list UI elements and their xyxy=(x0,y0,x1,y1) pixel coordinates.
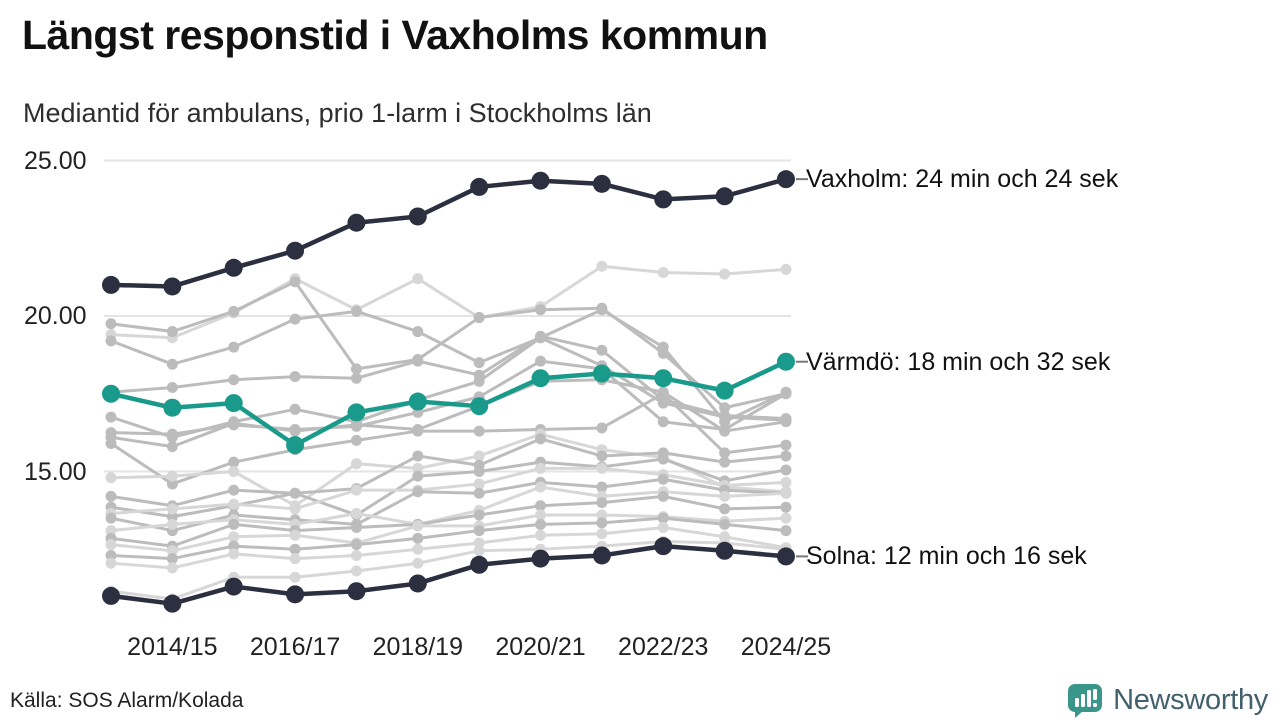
data-point-municipality-5 xyxy=(535,356,546,367)
data-point-municipality-3 xyxy=(167,382,178,393)
series-annotation-varmdo: Värmdö: 18 min och 32 sek xyxy=(806,347,1111,376)
data-point-municipality-6 xyxy=(167,441,178,452)
data-point-municipality-9 xyxy=(780,450,791,461)
data-point-municipality-12 xyxy=(474,488,485,499)
y-axis-tick-label: 25.00 xyxy=(24,146,87,175)
data-point-municipality-8 xyxy=(106,472,117,483)
data-point-municipality-8 xyxy=(167,471,178,482)
data-point-municipality-13 xyxy=(780,488,791,499)
data-point-municipality-17 xyxy=(412,544,423,555)
data-point-vaxholm xyxy=(470,178,488,196)
data-point-municipality-7 xyxy=(412,426,423,437)
y-axis-tick-label: 15.00 xyxy=(24,457,87,486)
data-point-municipality-11 xyxy=(780,477,791,488)
data-point-municipality-18 xyxy=(474,545,485,556)
data-point-municipality-3 xyxy=(228,374,239,385)
x-axis-tick-label: 2018/19 xyxy=(372,633,463,661)
data-point-municipality-4 xyxy=(719,412,730,423)
newsworthy-logo xyxy=(1066,681,1268,719)
data-point-municipality-7 xyxy=(474,426,485,437)
data-point-varmdo xyxy=(163,399,181,417)
newsworthy-icon xyxy=(1066,681,1104,719)
data-point-varmdo xyxy=(409,393,427,411)
data-point-municipality-10 xyxy=(780,464,791,475)
data-point-solna xyxy=(286,585,304,603)
data-point-municipality-9 xyxy=(596,450,607,461)
data-point-municipality-8 xyxy=(351,458,362,469)
data-point-vaxholm xyxy=(102,276,120,294)
data-point-municipality-11 xyxy=(535,463,546,474)
data-point-solna xyxy=(347,582,365,600)
data-point-municipality-14 xyxy=(228,519,239,530)
data-point-vaxholm xyxy=(225,259,243,277)
data-point-municipality-13 xyxy=(719,491,730,502)
data-point-municipality-14 xyxy=(780,502,791,513)
data-point-solna xyxy=(532,550,550,568)
data-point-municipality-8 xyxy=(228,466,239,477)
data-point-varmdo xyxy=(225,394,243,412)
data-point-municipality-14 xyxy=(596,497,607,508)
data-point-municipality-16 xyxy=(719,519,730,530)
data-point-municipality-1 xyxy=(474,312,485,323)
data-point-municipality-5 xyxy=(780,388,791,399)
data-point-municipality-2 xyxy=(228,342,239,353)
data-point-municipality-4 xyxy=(290,404,301,415)
data-point-solna xyxy=(163,595,181,613)
data-point-municipality-6 xyxy=(228,418,239,429)
data-point-municipality-12 xyxy=(658,474,669,485)
data-point-municipality-18 xyxy=(290,572,301,583)
series-line-municipality-0 xyxy=(111,266,786,338)
data-point-municipality-9 xyxy=(412,450,423,461)
data-point-municipality-2 xyxy=(658,342,669,353)
data-point-municipality-17 xyxy=(290,553,301,564)
data-point-municipality-1 xyxy=(228,306,239,317)
data-point-vaxholm xyxy=(163,277,181,295)
data-point-municipality-18 xyxy=(412,558,423,569)
data-point-municipality-14 xyxy=(719,503,730,514)
data-point-solna xyxy=(593,546,611,564)
data-point-municipality-11 xyxy=(351,485,362,496)
data-point-municipality-3 xyxy=(351,373,362,384)
data-point-varmdo xyxy=(470,397,488,415)
data-point-municipality-13 xyxy=(167,519,178,530)
data-point-vaxholm xyxy=(286,242,304,260)
series-line-municipality-1 xyxy=(111,282,786,408)
data-point-municipality-15 xyxy=(412,520,423,531)
data-point-municipality-11 xyxy=(290,503,301,514)
y-axis-tick-label: 20.00 xyxy=(24,302,87,330)
data-point-municipality-7 xyxy=(596,422,607,433)
x-axis-tick-label: 2014/15 xyxy=(127,633,218,661)
data-point-vaxholm xyxy=(532,172,550,190)
x-axis-tick-label: 2024/25 xyxy=(740,633,832,661)
data-point-municipality-17 xyxy=(351,550,362,561)
data-point-municipality-4 xyxy=(535,332,546,343)
data-point-municipality-16 xyxy=(351,539,362,550)
data-point-varmdo xyxy=(286,436,304,454)
data-point-municipality-6 xyxy=(719,426,730,437)
data-point-municipality-2 xyxy=(474,357,485,368)
data-point-solna xyxy=(225,578,243,596)
data-point-municipality-10 xyxy=(290,488,301,499)
data-point-municipality-4 xyxy=(474,376,485,387)
data-point-municipality-10 xyxy=(658,454,669,465)
newsworthy-wordmark: Newsworthy xyxy=(1113,683,1268,716)
data-point-municipality-2 xyxy=(596,304,607,315)
data-point-municipality-1 xyxy=(106,318,117,329)
data-point-municipality-6 xyxy=(290,426,301,437)
data-point-municipality-0 xyxy=(780,264,791,275)
data-point-municipality-7 xyxy=(780,440,791,451)
data-point-solna xyxy=(409,574,427,592)
data-point-municipality-17 xyxy=(167,562,178,573)
data-point-municipality-0 xyxy=(412,273,423,284)
data-point-municipality-6 xyxy=(780,416,791,427)
data-point-municipality-3 xyxy=(290,371,301,382)
data-point-municipality-11 xyxy=(228,499,239,510)
series-annotation-vaxholm: Vaxholm: 24 min och 24 sek xyxy=(806,165,1119,194)
data-point-municipality-5 xyxy=(658,416,669,427)
data-point-municipality-2 xyxy=(412,326,423,337)
data-point-solna xyxy=(470,556,488,574)
data-point-municipality-9 xyxy=(106,491,117,502)
data-point-municipality-15 xyxy=(780,513,791,524)
data-point-municipality-17 xyxy=(658,522,669,533)
series-line-solna xyxy=(111,546,786,604)
data-point-municipality-1 xyxy=(290,276,301,287)
data-point-municipality-9 xyxy=(228,485,239,496)
data-point-varmdo xyxy=(777,353,795,371)
data-point-municipality-0 xyxy=(658,267,669,278)
data-point-municipality-2 xyxy=(106,335,117,346)
data-point-municipality-10 xyxy=(412,471,423,482)
data-point-municipality-12 xyxy=(106,513,117,524)
data-point-solna xyxy=(654,537,672,555)
data-point-municipality-4 xyxy=(106,412,117,423)
data-point-vaxholm xyxy=(593,175,611,193)
data-point-varmdo xyxy=(593,365,611,383)
data-point-municipality-13 xyxy=(535,482,546,493)
data-point-municipality-0 xyxy=(719,269,730,280)
data-point-municipality-7 xyxy=(106,438,117,449)
data-point-municipality-15 xyxy=(106,539,117,550)
data-point-municipality-17 xyxy=(228,548,239,559)
data-point-municipality-2 xyxy=(351,306,362,317)
data-point-municipality-5 xyxy=(167,429,178,440)
data-point-municipality-14 xyxy=(658,491,669,502)
data-point-municipality-7 xyxy=(658,388,669,399)
series-line-municipality-16 xyxy=(111,518,786,558)
data-point-varmdo xyxy=(654,369,672,387)
data-point-varmdo xyxy=(716,382,734,400)
data-point-vaxholm xyxy=(716,187,734,205)
data-point-municipality-17 xyxy=(106,558,117,569)
data-point-municipality-9 xyxy=(535,433,546,444)
series-annotation-solna: Solna: 12 min och 16 sek xyxy=(806,542,1087,571)
data-point-municipality-11 xyxy=(596,463,607,474)
data-point-varmdo xyxy=(347,403,365,421)
data-point-varmdo xyxy=(532,369,550,387)
data-point-municipality-14 xyxy=(351,522,362,533)
data-point-municipality-16 xyxy=(535,519,546,530)
series-line-vaxholm xyxy=(111,179,786,286)
data-point-municipality-9 xyxy=(719,457,730,468)
data-point-municipality-15 xyxy=(290,530,301,541)
data-point-vaxholm xyxy=(654,190,672,208)
data-point-municipality-13 xyxy=(351,508,362,519)
data-point-municipality-10 xyxy=(474,466,485,477)
data-point-municipality-7 xyxy=(351,435,362,446)
x-axis-tick-label: 2016/17 xyxy=(249,633,341,661)
x-axis-tick-label: 2020/21 xyxy=(495,633,586,661)
data-point-municipality-12 xyxy=(412,486,423,497)
data-point-municipality-16 xyxy=(780,525,791,536)
data-point-municipality-11 xyxy=(167,503,178,514)
data-point-municipality-2 xyxy=(167,359,178,370)
data-point-municipality-3 xyxy=(412,356,423,367)
data-point-solna xyxy=(102,587,120,605)
data-point-vaxholm xyxy=(347,214,365,232)
data-point-municipality-1 xyxy=(167,326,178,337)
data-point-municipality-16 xyxy=(412,533,423,544)
data-point-municipality-0 xyxy=(596,261,607,272)
data-point-municipality-16 xyxy=(474,525,485,536)
data-point-municipality-14 xyxy=(474,510,485,521)
data-point-municipality-17 xyxy=(596,528,607,539)
data-point-municipality-3 xyxy=(596,345,607,356)
data-point-municipality-18 xyxy=(351,566,362,577)
data-point-municipality-16 xyxy=(596,517,607,528)
data-point-vaxholm xyxy=(409,207,427,225)
data-point-solna xyxy=(777,547,795,565)
chart-subtitle: Mediantid för ambulans, prio 1-larm i Stockholms län xyxy=(23,98,652,128)
data-point-vaxholm xyxy=(777,170,795,188)
data-point-municipality-2 xyxy=(290,314,301,325)
source-text: Källa: SOS Alarm/Kolada xyxy=(10,689,244,712)
x-axis-tick-label: 2022/23 xyxy=(618,633,709,661)
data-point-municipality-17 xyxy=(535,530,546,541)
data-point-solna xyxy=(716,542,734,560)
data-point-varmdo xyxy=(102,385,120,403)
page-title: Längst responstid i Vaxholms kommun xyxy=(22,12,768,58)
data-point-municipality-1 xyxy=(535,304,546,315)
